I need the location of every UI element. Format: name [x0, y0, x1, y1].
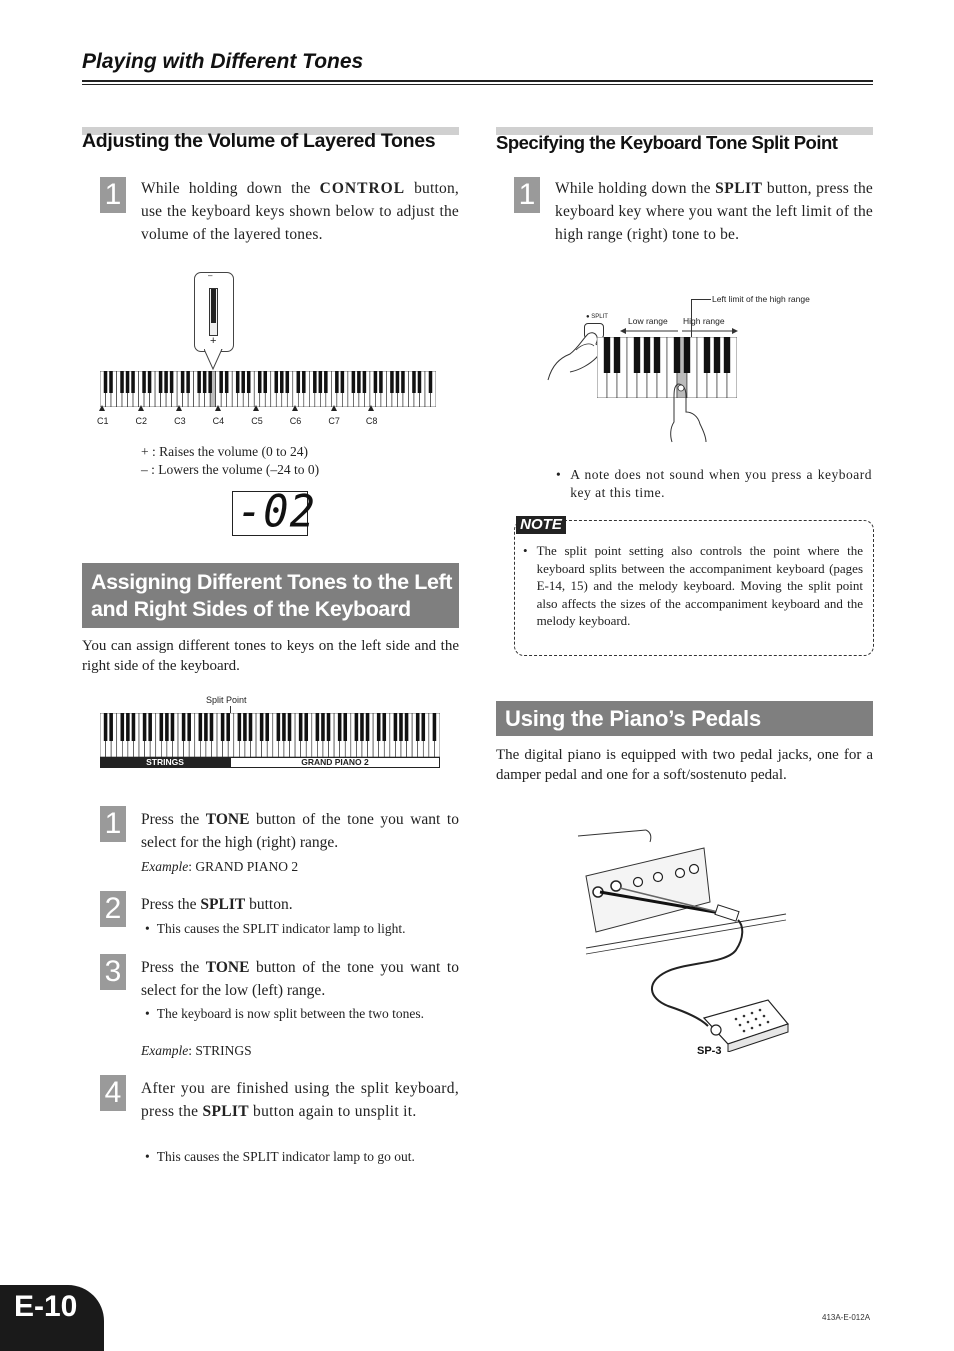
- black-key: [614, 337, 620, 373]
- black-key: [674, 337, 680, 373]
- black-key: [120, 371, 124, 393]
- split-intro: You can assign different tones to keys on the left side and the right side of the keyboard.: [82, 638, 459, 674]
- key-label: C5: [251, 416, 263, 426]
- key-label: C2: [135, 416, 148, 426]
- black-key: [319, 371, 323, 393]
- black-key: [401, 371, 405, 393]
- key-label: C3: [174, 416, 186, 426]
- note-text: • The split point setting also controls the point where the keyboard splits between the accompaniment keyboard (pages E-14, 15) and the melody keyboard. Moving the split point also affects the sizes of the accompaniment keyboard and the melody keyboard.: [523, 543, 863, 629]
- black-key: [181, 371, 185, 393]
- black-key: [379, 371, 383, 393]
- black-key: [405, 713, 409, 741]
- black-key: [338, 713, 342, 741]
- splitpoint-step-text: While holding down the SPLIT button, press the keyboard key where you want the left limit of the high range (right) tone to be.: [555, 180, 873, 243]
- note-tag: NOTE: [516, 516, 566, 534]
- black-key: [360, 713, 364, 741]
- range-arrows: [620, 327, 740, 335]
- black-key: [299, 713, 303, 741]
- black-key: [143, 713, 147, 741]
- document-code: 413A-E-012A: [822, 1313, 871, 1322]
- split-point-label: Split Point: [206, 695, 247, 705]
- black-key: [148, 713, 152, 741]
- bullet-item: • The keyboard is now split between the two tones.: [145, 1006, 425, 1021]
- black-key: [355, 713, 359, 741]
- black-key: [286, 371, 290, 393]
- slider-plus-label: +: [210, 335, 217, 347]
- step-number: 1: [514, 177, 540, 213]
- black-key: [236, 371, 240, 393]
- black-key: [433, 713, 437, 741]
- key-marker-arrow: [253, 405, 259, 411]
- black-key: [132, 713, 136, 741]
- keyboard-diagram: [100, 371, 436, 407]
- left-limit-label: Left limit of the high range: [712, 294, 810, 304]
- black-key: [412, 371, 416, 393]
- black-key: [197, 371, 201, 393]
- legend-plus: + : Raises the volume (0 to 24): [141, 444, 308, 459]
- black-key: [238, 713, 242, 741]
- split-section-header: [82, 563, 459, 628]
- split-step-1-text: Press the TONE button of the tone you want to select for the high (right) range.: [141, 811, 459, 851]
- black-key: [390, 371, 394, 393]
- black-key: [316, 713, 320, 741]
- pedal-connection-illustration: [576, 822, 796, 1052]
- bullet-item: • A note does not sound when you press a keyboard key at this time.: [556, 467, 872, 500]
- key-label: C8: [365, 416, 378, 426]
- black-key: [104, 371, 108, 393]
- black-key: [604, 337, 610, 373]
- black-key: [297, 371, 301, 393]
- black-key: [225, 371, 229, 393]
- key-marker-arrow: [368, 405, 374, 411]
- black-key: [182, 713, 186, 741]
- split-section-title: Assigning Different Tones to the Left and Right Sides of the Keyboard: [91, 570, 453, 621]
- split-step-4-text: After you are finished using the split keyboard, press the SPLIT button again to unsplit it.: [141, 1080, 459, 1120]
- black-key: [374, 371, 378, 393]
- black-key: [274, 371, 278, 393]
- black-key: [131, 371, 135, 393]
- key-marker-arrow: [331, 405, 337, 411]
- left-tone-bar: STRINGS: [100, 757, 230, 768]
- black-key: [357, 371, 361, 393]
- header-rule-thin: [82, 84, 873, 85]
- pedals-intro: The digital piano is equipped with two pedal jacks, one for a damper pedal and one for a soft/sostenuto pedal.: [496, 747, 873, 783]
- black-key: [421, 713, 425, 741]
- pedals-section-header: [496, 701, 873, 736]
- black-key: [260, 713, 264, 741]
- black-key: [126, 371, 130, 393]
- black-key: [142, 371, 146, 393]
- right-tone-bar: GRAND PIANO 2: [230, 757, 440, 768]
- running-title: Playing with Different Tones: [82, 50, 364, 73]
- black-key: [327, 713, 331, 741]
- black-key: [187, 713, 191, 741]
- black-key: [282, 713, 286, 741]
- legend-minus: – : Lowers the volume (–24 to 0): [141, 462, 320, 477]
- black-key: [109, 713, 113, 741]
- bullet-item: • This causes the SPLIT indicator lamp to light.: [145, 921, 406, 936]
- lcd-display: [232, 485, 316, 538]
- key-marker-arrow: [176, 405, 182, 411]
- key-marker-arrow: [292, 405, 298, 411]
- black-key: [396, 371, 400, 393]
- black-key: [429, 371, 433, 393]
- leader-line: [691, 299, 711, 300]
- black-key: [221, 713, 225, 741]
- split-step-2-text: Press the SPLIT button.: [141, 896, 293, 913]
- full-keyboard-diagram: [100, 713, 440, 757]
- black-key: [243, 713, 247, 741]
- black-key: [186, 371, 190, 393]
- key-marker-arrow: [215, 405, 221, 411]
- volume-slider-track: [209, 288, 218, 336]
- black-key: [126, 713, 130, 741]
- black-key: [684, 337, 690, 373]
- page-number: E-10: [14, 1290, 78, 1323]
- black-key: [204, 713, 208, 741]
- black-key: [165, 713, 169, 741]
- black-key: [399, 713, 403, 741]
- bullet-item: • This causes the SPLIT indicator lamp to go out.: [145, 1149, 415, 1164]
- black-key: [203, 371, 207, 393]
- black-key: [644, 337, 650, 373]
- black-key: [280, 371, 284, 393]
- black-key: [324, 371, 328, 393]
- header-rule: [82, 80, 873, 82]
- keyboard-key-labels: [97, 405, 436, 429]
- black-key: [321, 713, 325, 741]
- split-button-label: ● SPLIT: [586, 314, 608, 320]
- key-label: C6: [289, 416, 302, 426]
- black-key: [704, 337, 710, 373]
- black-key: [341, 371, 345, 393]
- black-key: [199, 713, 203, 741]
- black-key: [219, 371, 223, 393]
- black-key: [109, 371, 113, 393]
- right-hand-drawing: [660, 382, 710, 444]
- step-number: 1: [100, 177, 126, 213]
- black-key: [210, 713, 214, 741]
- black-key: [241, 371, 245, 393]
- lcd-value: -02: [237, 485, 316, 538]
- black-key: [352, 371, 356, 393]
- black-key: [247, 371, 251, 393]
- black-key: [258, 371, 262, 393]
- key-marker-arrow: [138, 405, 144, 411]
- black-key: [714, 337, 720, 373]
- key-marker-arrow: [99, 405, 105, 411]
- low-range-label: Low range: [628, 316, 668, 326]
- black-key: [304, 713, 308, 741]
- black-key: [382, 713, 386, 741]
- callout-pointer: [204, 349, 224, 373]
- black-key: [148, 371, 152, 393]
- black-key: [277, 713, 281, 741]
- example-line: Example: STRINGS: [141, 1043, 252, 1058]
- black-key: [104, 713, 108, 741]
- key-label: C4: [212, 416, 225, 426]
- step-number: 1: [100, 806, 126, 842]
- split-step-3-text: Press the TONE button of the tone you want to select for the low (left) range.: [141, 959, 459, 999]
- volume-slider-callout: [194, 272, 234, 352]
- black-key: [363, 371, 367, 393]
- black-key: [170, 371, 174, 393]
- black-key: [366, 713, 370, 741]
- black-key: [418, 371, 422, 393]
- splitpoint-section-title: Specifying the Keyboard Tone Split Point: [496, 132, 838, 153]
- black-key: [394, 713, 398, 741]
- step-number: 3: [100, 954, 126, 990]
- slider-minus-label: –: [208, 271, 213, 280]
- black-key: [249, 713, 253, 741]
- black-key: [164, 371, 168, 393]
- pedals-section-title: Using the Piano’s Pedals: [505, 706, 762, 731]
- vol-step-text: While holding down the CONTROL button, use the keyboard keys shown below to adjust the volume of the layered tones.: [141, 180, 459, 243]
- black-key: [263, 371, 267, 393]
- step-number: 4: [100, 1075, 126, 1111]
- black-key: [377, 713, 381, 741]
- high-range-label: High range: [683, 316, 725, 326]
- example-line: Example: GRAND PIANO 2: [141, 859, 299, 874]
- black-key: [654, 337, 660, 373]
- black-key: [313, 371, 317, 393]
- black-key: [302, 371, 306, 393]
- black-key: [634, 337, 640, 373]
- black-key: [171, 713, 175, 741]
- step-number: 2: [100, 891, 126, 927]
- black-key: [226, 713, 230, 741]
- key-label: C1: [97, 416, 109, 426]
- black-key: [724, 337, 730, 373]
- control-key-name: CONTROL: [319, 180, 406, 197]
- vol-section-title: Adjusting the Volume of Layered Tones: [82, 130, 436, 152]
- black-key: [335, 371, 339, 393]
- black-key: [265, 713, 269, 741]
- black-key: [160, 713, 164, 741]
- key-label: C7: [328, 416, 340, 426]
- black-key: [288, 713, 292, 741]
- pedal-model-label: SP-3: [697, 1045, 722, 1057]
- black-key: [208, 371, 212, 393]
- black-key: [343, 713, 347, 741]
- black-key: [416, 713, 420, 741]
- black-key: [121, 713, 125, 741]
- black-key: [159, 371, 163, 393]
